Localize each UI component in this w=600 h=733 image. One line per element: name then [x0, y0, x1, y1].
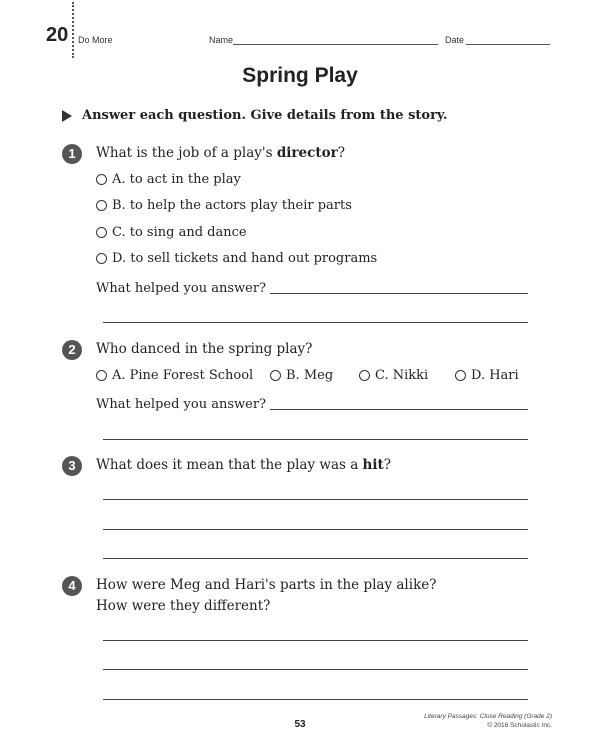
radio-circle-icon[interactable]	[96, 200, 107, 211]
q1-option-a[interactable]	[96, 172, 241, 187]
radio-circle-icon[interactable]	[96, 227, 107, 238]
option-label: B. to help the actors play their parts	[112, 198, 352, 213]
footer-copyright: © 2016 Scholastic Inc.	[487, 722, 552, 729]
radio-circle-icon[interactable]	[96, 174, 107, 185]
question-number-4: 4	[62, 576, 82, 596]
question-3-keyword: hit	[362, 457, 384, 473]
radio-circle-icon[interactable]	[455, 370, 466, 381]
question-1-text	[96, 145, 345, 161]
lesson-number: 20	[46, 24, 69, 46]
q1-answer-line-2[interactable]	[103, 322, 528, 323]
question-number-1: 1	[62, 144, 82, 164]
q1-option-b[interactable]	[96, 198, 352, 213]
question-4-line-1: How were Meg and Hari's parts in the play alike?	[96, 577, 437, 593]
question-1-text-start: What is the job of a play's	[96, 145, 277, 161]
q2-option-d[interactable]	[455, 368, 519, 383]
option-label: A. to act in the play	[112, 172, 241, 187]
question-2-text: Who danced in the spring play?	[96, 341, 313, 357]
q3-answer-line-3[interactable]	[103, 558, 528, 559]
question-3-text	[96, 457, 391, 473]
q1-helped-label: What helped you answer?	[96, 281, 267, 296]
question-3-text-start: What does it mean that the play was a	[96, 457, 363, 473]
option-label: B. Meg	[286, 368, 334, 383]
date-label: Date	[445, 35, 465, 45]
q2-answer-line-2[interactable]	[103, 439, 528, 440]
name-field[interactable]	[233, 44, 438, 45]
footer-source: Literary Passages: Close Reading (Grade 2)	[424, 713, 552, 720]
option-label: D. to sell tickets and hand out programs	[112, 251, 378, 266]
page-title: Spring Play	[242, 64, 358, 87]
q3-answer-line-2[interactable]	[103, 529, 528, 530]
radio-circle-icon[interactable]	[359, 370, 370, 381]
option-label: C. Nikki	[375, 368, 429, 383]
question-1-keyword: director	[276, 145, 338, 161]
option-label: C. to sing and dance	[112, 225, 247, 240]
question-3-text-end: ?	[383, 457, 391, 473]
radio-circle-icon[interactable]	[270, 370, 281, 381]
page-number: 53	[294, 719, 306, 730]
name-label: Name	[209, 35, 234, 45]
q2-helped-answer-line[interactable]	[270, 409, 528, 410]
radio-circle-icon[interactable]	[96, 370, 107, 381]
q3-answer-line-1[interactable]	[103, 499, 528, 500]
question-4-line-2: How were they different?	[96, 598, 271, 614]
directions: Answer each question. Give details from the story.	[82, 108, 448, 123]
q4-answer-line-3[interactable]	[103, 699, 528, 700]
option-label: A. Pine Forest School	[112, 368, 254, 383]
q2-option-a[interactable]	[96, 368, 253, 383]
q2-helped-label: What helped you answer?	[96, 397, 267, 412]
question-number-3: 3	[62, 456, 82, 476]
option-label: D. Hari	[471, 368, 519, 383]
question-1-text-end: ?	[337, 145, 345, 161]
play-arrow-icon	[62, 110, 72, 122]
q4-answer-line-1[interactable]	[103, 640, 528, 641]
header-divider	[72, 2, 74, 58]
radio-circle-icon[interactable]	[96, 253, 107, 264]
q1-helped-answer-line[interactable]	[270, 293, 528, 294]
q2-option-c[interactable]	[359, 368, 428, 383]
q1-option-c[interactable]	[96, 225, 247, 240]
q1-option-d[interactable]	[96, 251, 377, 266]
section-label: Do More	[78, 35, 113, 45]
date-field[interactable]	[466, 44, 550, 45]
q4-answer-line-2[interactable]	[103, 669, 528, 670]
question-number-2: 2	[62, 340, 82, 360]
q2-option-b[interactable]	[270, 368, 333, 383]
